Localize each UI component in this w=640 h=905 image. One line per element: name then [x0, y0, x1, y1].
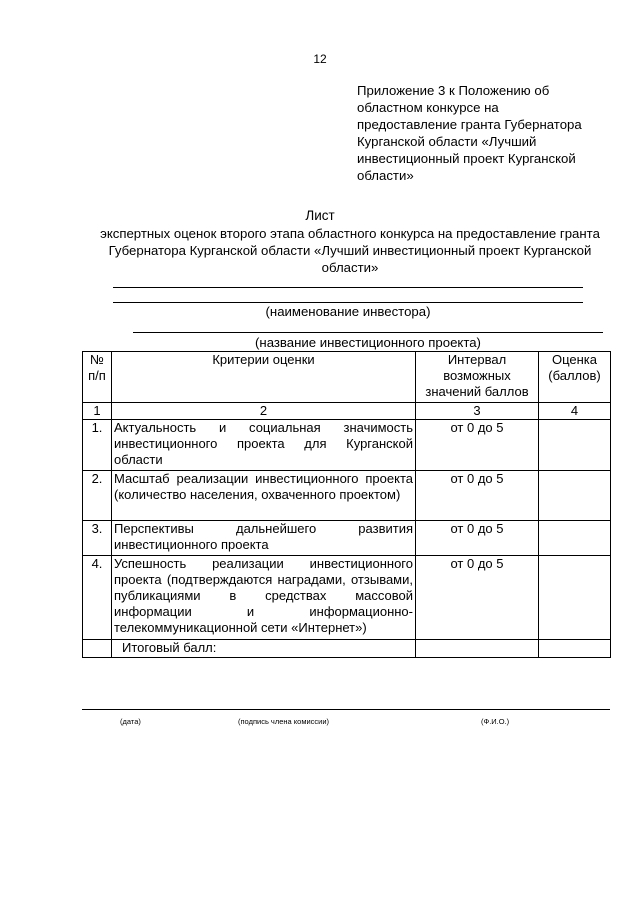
appendix-line: инвестиционный проект Курганской — [357, 151, 576, 166]
investor-line-1 — [113, 287, 583, 288]
appendix-line: областном конкурсе на — [357, 100, 499, 115]
project-caption: (название инвестиционного проекта) — [255, 335, 481, 350]
row-num: 3. — [83, 521, 112, 556]
row-score — [539, 556, 611, 640]
date-caption: (дата) — [120, 717, 141, 726]
col-number: 4 — [539, 403, 611, 420]
table-row — [83, 420, 611, 471]
row-interval: от 0 до 5 — [416, 420, 539, 471]
row-num: 2. — [83, 471, 112, 521]
row-score — [539, 471, 611, 521]
row-score — [539, 420, 611, 471]
document-title: Лист — [305, 208, 335, 223]
header-interval: Интервал возможных значений баллов — [416, 352, 539, 403]
appendix-line: Приложение 3 к Положению об — [357, 83, 550, 98]
row-criterion: Масштаб реализации инвестиционного проекта (количество населения, охваченного проектом) — [114, 471, 413, 502]
row-score — [539, 521, 611, 556]
row-criterion: Перспективы дальнейшего развития инвестиционного проекта — [114, 521, 413, 552]
table-header-row — [83, 352, 611, 403]
row-criterion: Актуальность и социальная значимость инвестиционного проекта для Курганской области — [114, 420, 413, 467]
col-number: 1 — [83, 403, 112, 420]
row-interval: от 0 до 5 — [416, 471, 539, 521]
signature-caption: (подпись члена комиссии) — [238, 717, 330, 726]
header-criteria: Критерии оценки — [112, 352, 416, 403]
header-num: № п/п — [83, 352, 112, 403]
total-score — [539, 640, 611, 658]
row-num: 1. — [83, 420, 112, 471]
col-number: 3 — [416, 403, 539, 420]
table-row — [83, 556, 611, 640]
col-number: 2 — [112, 403, 416, 420]
subtitle-line: области» — [321, 260, 379, 275]
name-caption: (Ф.И.О.) — [481, 717, 510, 726]
row-num: 4. — [83, 556, 112, 640]
table-row — [83, 471, 611, 521]
appendix-line: области» — [357, 168, 414, 183]
table-row — [83, 521, 611, 556]
appendix-line: предоставление гранта Губернатора — [357, 117, 582, 132]
subtitle-line: Губернатора Курганской области «Лучший инвестиционный проект Курганской — [108, 243, 592, 258]
page-number: 12 — [313, 52, 327, 66]
row-interval: от 0 до 5 — [416, 521, 539, 556]
project-line — [133, 332, 603, 333]
document-subtitle — [60, 225, 640, 276]
appendix-note — [357, 82, 607, 184]
signature-line — [82, 709, 610, 710]
total-label: Итоговый балл: — [112, 640, 416, 658]
row-criterion: Успешность реализации инвестиционного проекта (подтверждаются наградами, отзывами, публикациями в средствах массовой информации и информационно-телекоммуникационной сети «Интернет») — [114, 556, 413, 635]
subtitle-line: экспертных оценок второго этапа областного конкурса на предоставление гранта — [100, 226, 600, 241]
row-interval: от 0 до 5 — [416, 556, 539, 640]
column-number-row — [83, 403, 611, 420]
header-score: Оценка (баллов) — [539, 352, 611, 403]
evaluation-table — [82, 351, 611, 658]
investor-line-2 — [113, 302, 583, 303]
investor-caption: (наименование инвестора) — [265, 304, 431, 319]
total-row — [83, 640, 611, 658]
appendix-line: Курганской области «Лучший — [357, 134, 537, 149]
